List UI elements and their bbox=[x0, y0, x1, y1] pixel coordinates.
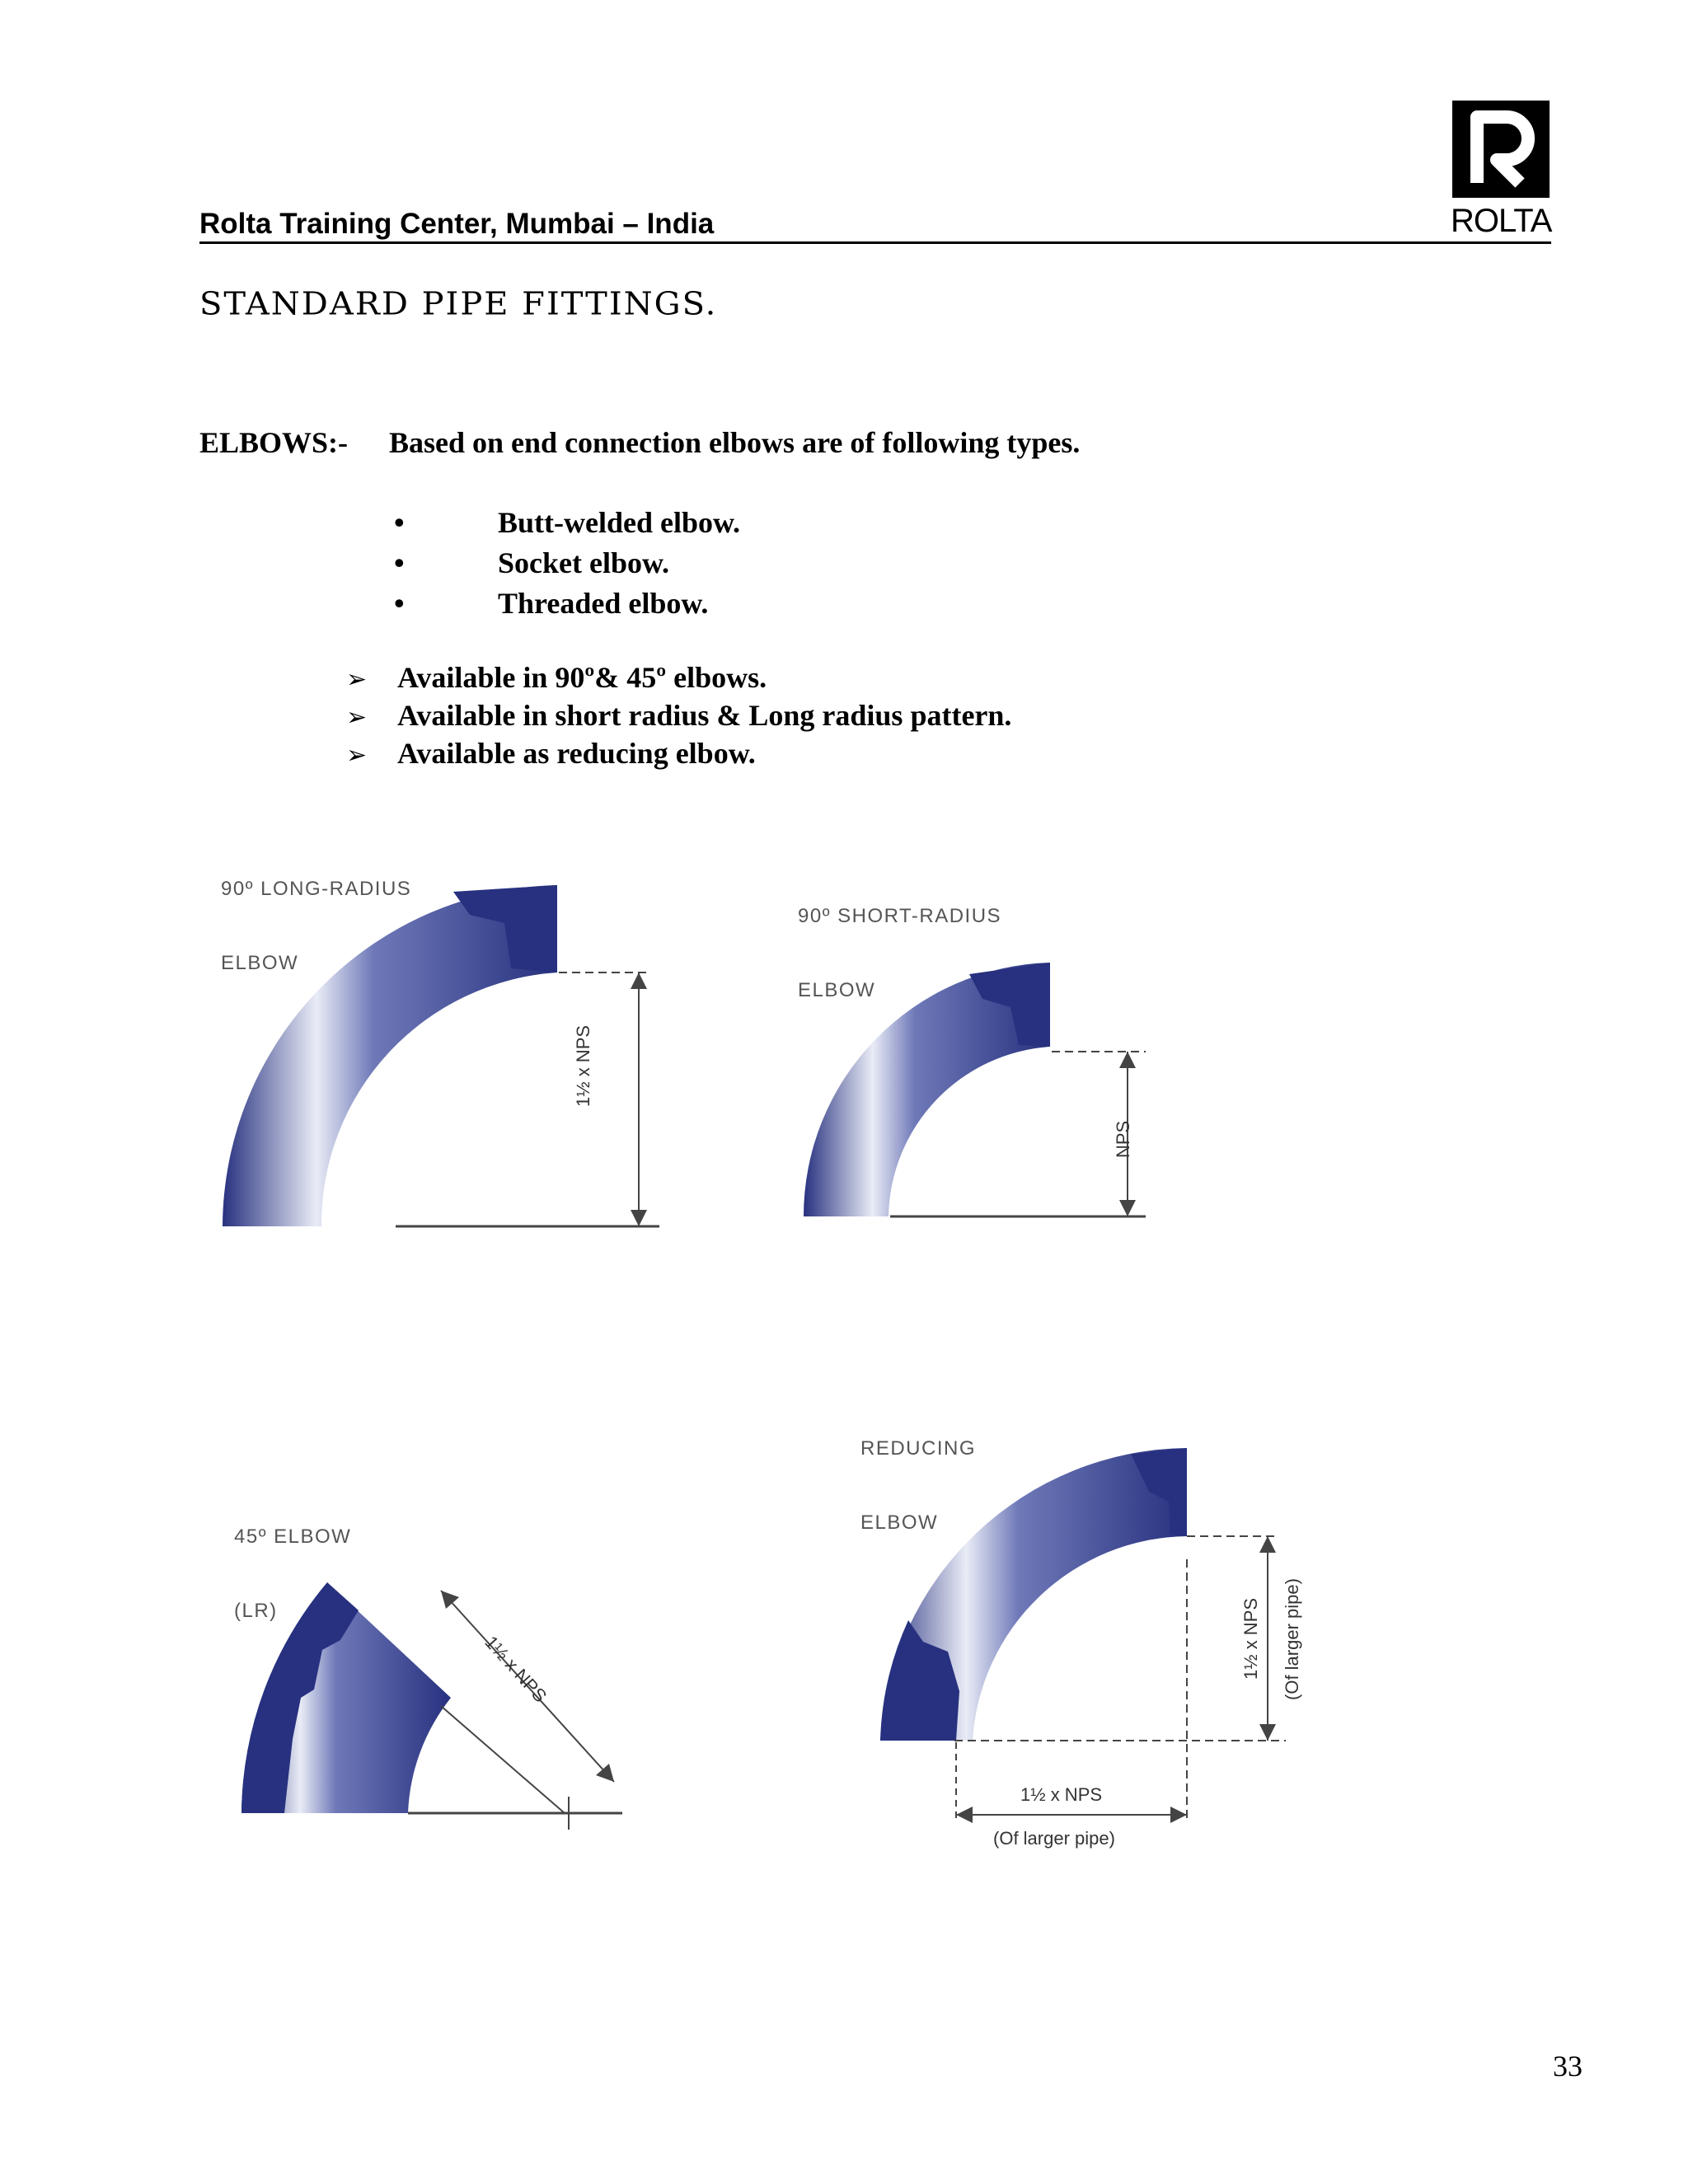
bullet-icon: • bbox=[394, 587, 405, 620]
elbows-description: Based on end connection elbows are of following types. bbox=[389, 426, 1081, 459]
arrow-bullet-icon: ➢ bbox=[346, 741, 368, 770]
reducing-vertical-dimension: 1½ x NPS bbox=[1240, 1597, 1261, 1680]
bullet-icon: • bbox=[394, 546, 405, 579]
header-divider bbox=[199, 241, 1551, 244]
reducing-vertical-note: (Of larger pipe) bbox=[1282, 1578, 1302, 1700]
elbow-features-list bbox=[346, 658, 1011, 772]
elbow-45-dimension: 1½ x NPS bbox=[481, 1632, 551, 1707]
short-radius-elbow-label: 90º SHORT-RADIUS ELBOW bbox=[798, 905, 1002, 1001]
arrow-bullet-icon: ➢ bbox=[346, 703, 368, 732]
list-item: ➢ Available in 90º& 45º elbows. bbox=[346, 658, 1011, 696]
list-item: • Butt-welded elbow. bbox=[394, 503, 740, 543]
page-number: 33 bbox=[1553, 2050, 1582, 2083]
rolta-logo bbox=[1451, 101, 1551, 245]
short-radius-dimension: NPS bbox=[1113, 1120, 1133, 1158]
rolta-r-logo-icon bbox=[1452, 101, 1550, 198]
long-radius-dimension: 1½ x NPS bbox=[573, 1024, 593, 1107]
logo-text: ROLTA bbox=[1451, 203, 1552, 239]
section-title: STANDARD PIPE FITTINGS. bbox=[199, 286, 718, 322]
short-radius-elbow-figure bbox=[799, 956, 1146, 1228]
elbow-45-label: 45º ELBOW (LR) bbox=[234, 1526, 352, 1622]
reducing-elbow-figure bbox=[874, 1444, 1335, 1815]
reducing-horizontal-dimension: 1½ x NPS bbox=[1020, 1784, 1103, 1805]
elbow-45-figure bbox=[235, 1574, 631, 1838]
bullet-icon: • bbox=[394, 506, 405, 539]
arrow-bullet-icon: ➢ bbox=[346, 665, 368, 694]
list-item: • Socket elbow. bbox=[394, 543, 740, 583]
list-item: • Threaded elbow. bbox=[394, 583, 740, 624]
long-radius-elbow-figure bbox=[214, 874, 676, 1236]
elbow-types-list bbox=[394, 503, 740, 624]
reducing-horizontal-note: (Of larger pipe) bbox=[993, 1828, 1115, 1849]
long-radius-elbow-label: 90º LONG-RADIUS ELBOW bbox=[221, 878, 412, 974]
elbows-intro bbox=[199, 425, 1080, 460]
reducing-elbow-label: REDUCING ELBOW bbox=[860, 1437, 977, 1534]
list-item: ➢ Available in short radius & Long radius pattern. bbox=[346, 696, 1011, 734]
header-title: Rolta Training Center, Mumbai – India bbox=[199, 208, 715, 240]
list-item: ➢ Available as reducing elbow. bbox=[346, 734, 1011, 772]
elbows-heading: ELBOWS:- bbox=[199, 426, 349, 459]
